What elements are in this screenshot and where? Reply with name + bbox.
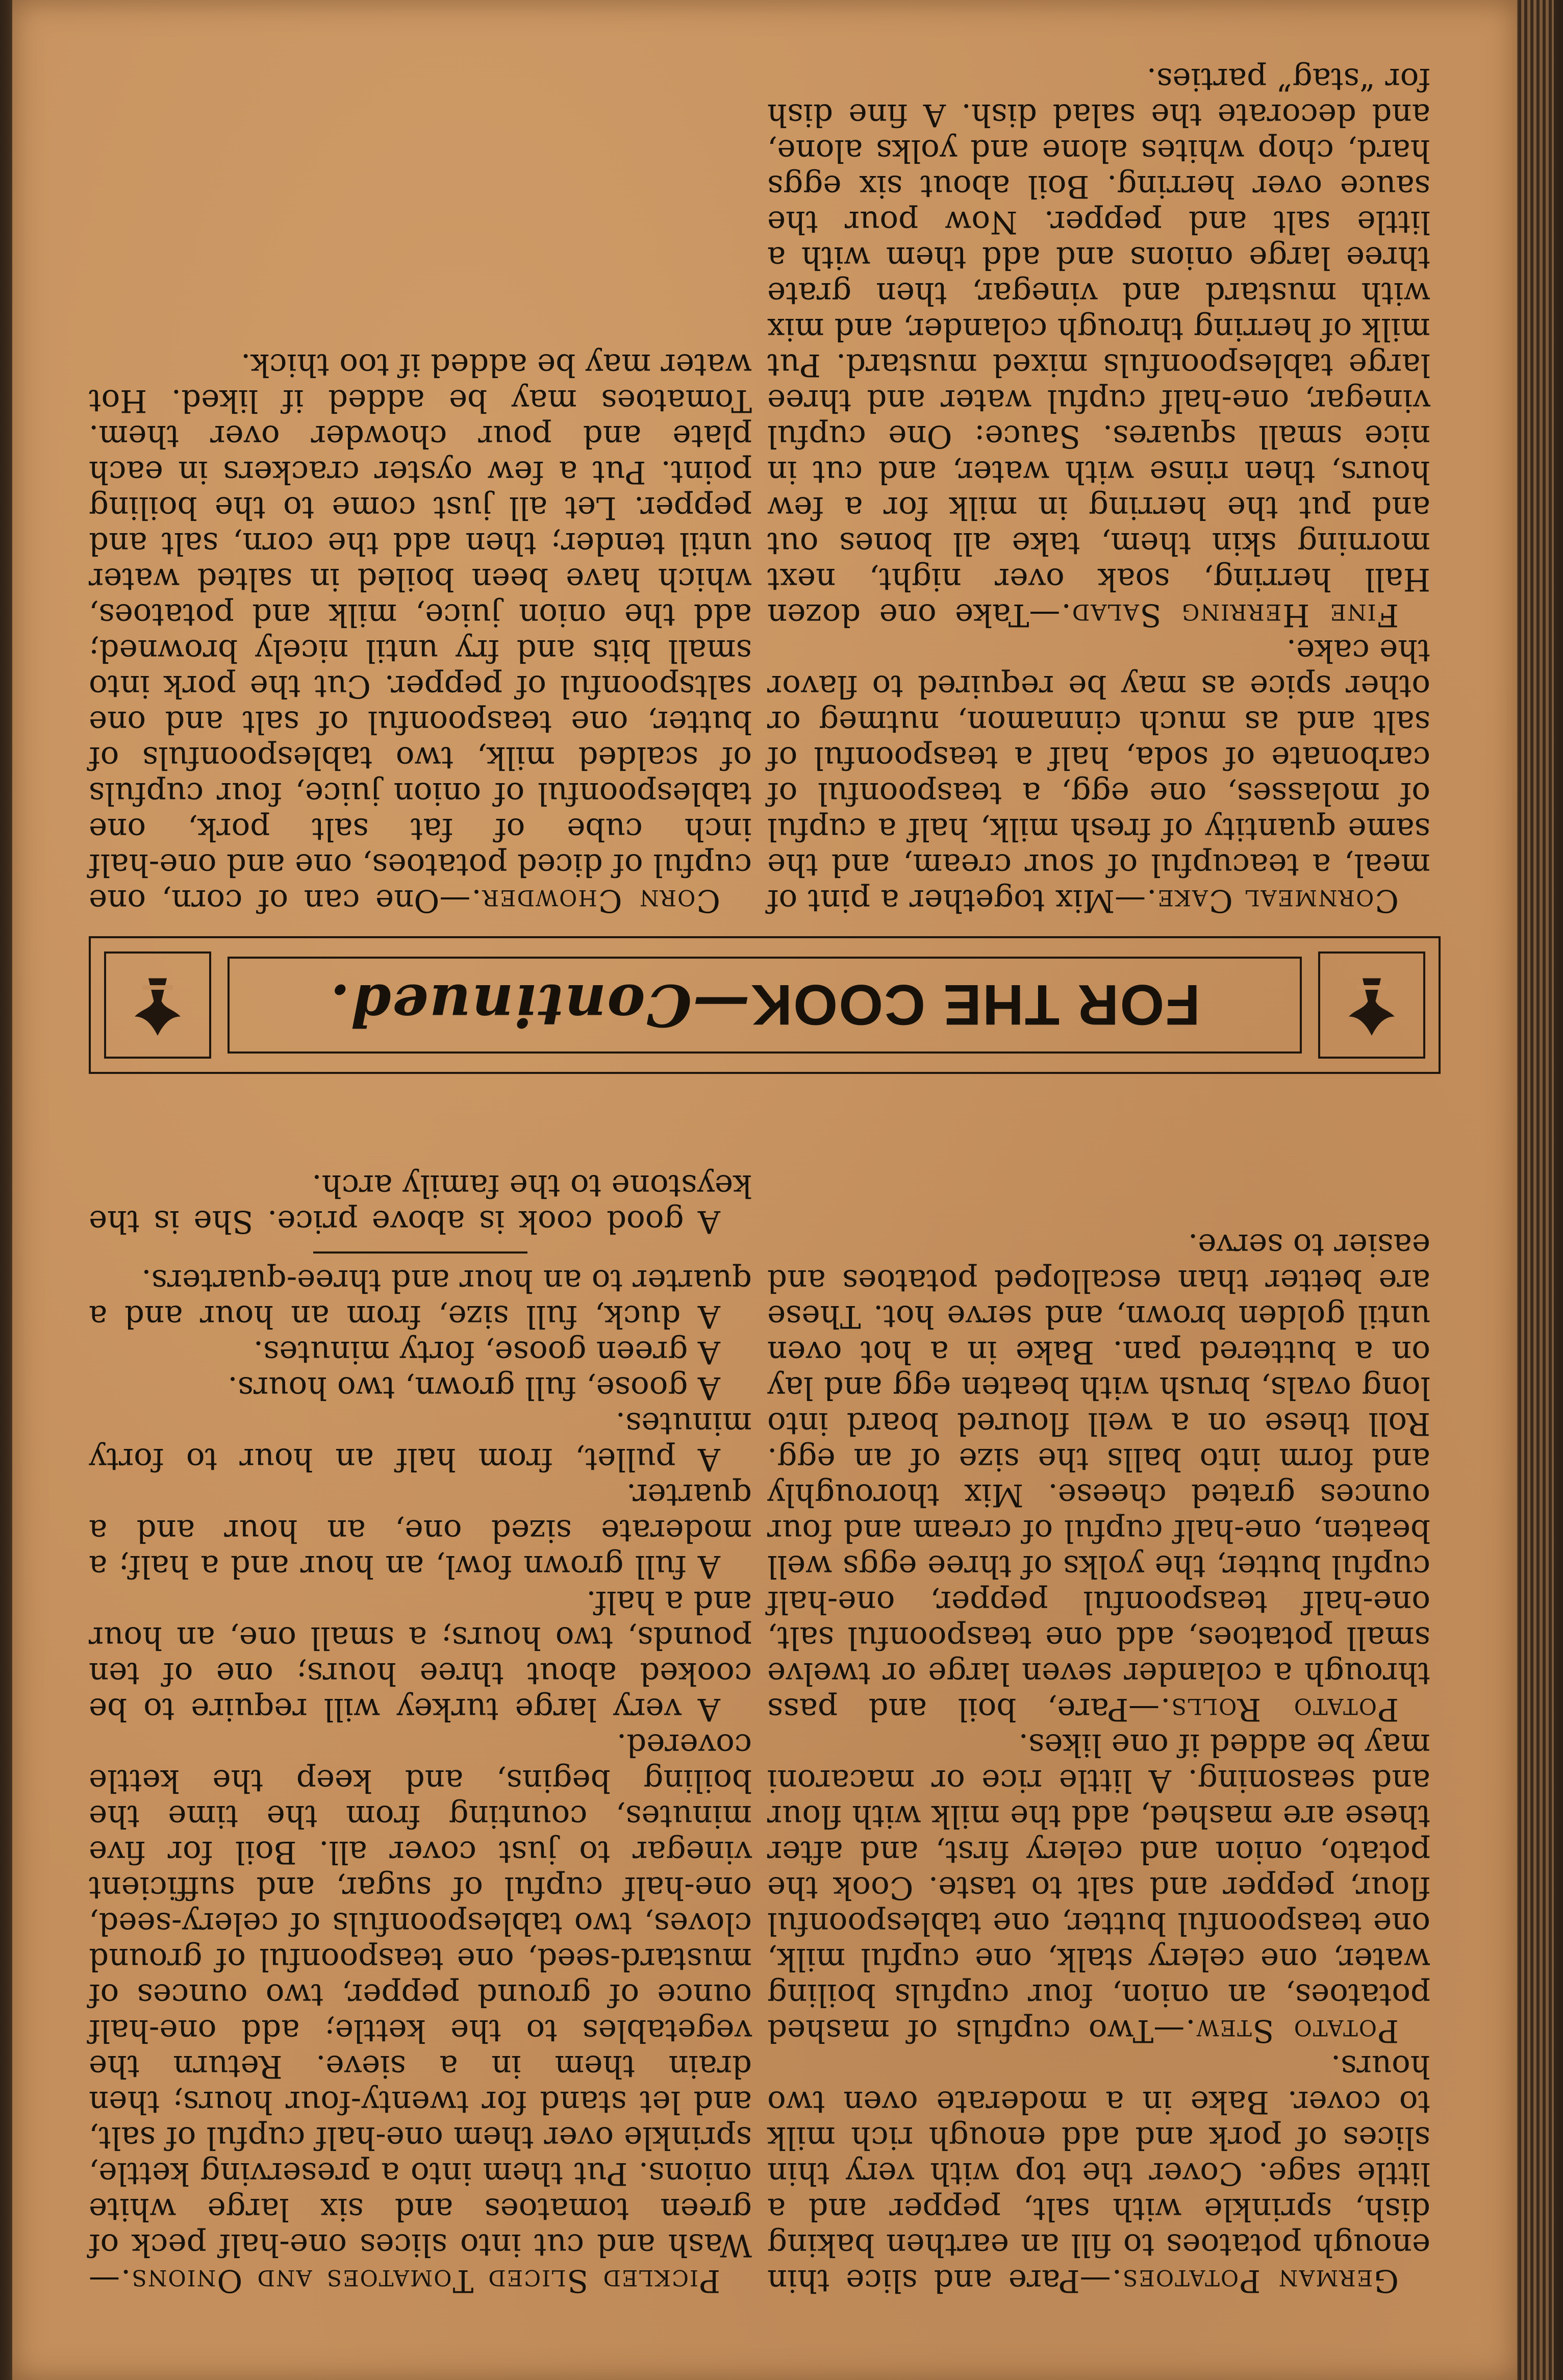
roasting-green-goose: A green goose, forty minutes. — [253, 1334, 720, 1370]
header-banner — [89, 936, 1441, 1074]
page-edge — [1518, 0, 1554, 2380]
recipe-title: Corn Chowder. — [470, 883, 720, 919]
fleur-icon — [119, 967, 196, 1043]
recipe-body: —Mix together a pint of meal, a teacupful of sour cream, and the same quantity of fresh milk, half a cupful of molasses, one egg, a teaspoonful of carbonate of soda, half a teaspoonful of salt and as much cinnamon, nutmeg or other spice as may be required to flavor the cake. — [767, 633, 1430, 919]
recipe-body: —Take one dozen Hall herring, soak over night, next morning skin them, take all bones out and put the herring in milk for a few hours, then rinse with water, and cut in nice small squares. Sauce: One cupful vinegar, one-half cupful water and three large tablespoonfuls mixed mustard. Put milk of herring through colander, and mix with mustard and vinegar, then grate three large onions and add them with a little salt and pepper. Now pour the sauce over herring. Boil about six eggs hard, chop whites alone and yolks alone, and decorate the salad dish. A fine dish for “stag” parties. — [767, 61, 1430, 633]
recipe-title: Cornmeal Cake. — [1146, 883, 1399, 919]
column-left-upper — [767, 1084, 1430, 2298]
recipe-title: Fine Herring Salad. — [1060, 597, 1399, 633]
recipe-german-potatoes — [767, 2048, 1430, 2298]
divider-rule — [313, 1251, 527, 1254]
left-ornament — [1318, 951, 1425, 1059]
column-right-upper — [89, 1084, 752, 2298]
title-continued: —Continued. — [329, 971, 750, 1039]
recipe-body: —One can of corn, one cupful of diced potatoes, one and one-half inch cube of fat salt pork, one tablespoonful of onion juice, four cupfuls of scalded milk, two tablespoonfuls of butter, one teaspoonful of salt and one saltspoonful of pepper. Cut the pork into small bits and fry until nicely browned; add the onion juice, milk and potatoes, which have been boiled in salted water until tender; then add the corn, salt and pepper. Let all just come to the boiling point. Put a few oyster crackers in each plate and pour chowder over them. Tomatoes may be added if liked. Hot water may be added if too thick. — [89, 347, 752, 919]
right-ornament — [104, 951, 211, 1059]
recipe-potato-rolls — [767, 1227, 1430, 1727]
roasting-pullet: A pullet, from half an hour to forty minutes. — [89, 1406, 752, 1477]
recipe-title: German Potatoes. — [1111, 2263, 1399, 2299]
page-title — [228, 957, 1302, 1054]
closing-quote: A good cook is above price. She is the keystone to the family arch. — [89, 1168, 752, 1240]
recipe-body: —Two cupfuls of mashed potatoes, an onion, four cupfuls boiling water, one celery stalk, one cupful milk, one teaspoonful butter, one tablespoonful flour, pepper and salt to taste. Cook the potato, onion and celery first, and after these are mashed, add the milk with flour and seasoning. A little rice or macaroni may be added if one likes. — [767, 1727, 1430, 2049]
recipe-title: Potato Rolls. — [1159, 1691, 1399, 1727]
recipe-body: —Pare, boil and pass through a colander seven large or twelve small potatoes, add one teaspoonful salt, one-half teaspoonful pepper, one-half cupful butter, the yolks of three eggs well beaten, one-half cupful of cream and four ounces grated cheese. Mix thoroughly and form into balls the size of an egg. Roll these on a well floured board into long ovals, brush with beaten egg and lay on a buttered pan. Bake in a hot oven until golden brown, and serve hot. These are better than escalloped potatoes and easier to serve. — [767, 1227, 1430, 1727]
roasting-fowl: A full grown fowl, an hour and a half; a moderate sized one, an hour and a quarter. — [89, 1477, 752, 1585]
recipe-pickled-tomatoes — [89, 1727, 752, 2298]
roasting-duck: A duck, full size, from an hour and a quarter to an hour and three-quarters. — [89, 1263, 752, 1335]
recipe-body: —Pare and slice thin enough potatoes to fill an earthen baking dish, sprinkle with salt, pepper and a little sage. Cover the top with very thin slices of pork and add enough rich milk to cover. Bake in a moderate oven two hours. — [767, 2048, 1430, 2299]
recipe-cornmeal-cake — [767, 633, 1430, 918]
recipe-body: —Wash and cut into slices one-half peck of green tomatoes and six large white onions. Put them into a preserving kettle, sprinkle over them one-half cupful of salt, and let stand for twenty-four hours; then drain them in a sieve. Return the vegetables to the kettle; add one-half ounce of ground pepper, two ounces of mustard-seed, one teaspoonful of ground cloves, two tablespoonfuls of celery-seed, one-half cupful of sugar, and sufficient vinegar to just cover all. Boil for five minutes, counting from the time the boiling begins, and keep the kettle covered. — [89, 1727, 752, 2299]
recipe-title: Potato Stew. — [1184, 2013, 1399, 2049]
column-left-lower — [767, 61, 1430, 919]
column-right-lower — [89, 92, 752, 918]
recipe-corn-chowder — [89, 347, 752, 918]
printed-page-upside-down — [12, 0, 1517, 2380]
recipe-herring-salad — [767, 61, 1430, 633]
roasting-turkey: A very large turkey will require to be cooked about three hours; one of ten pounds, two hours; a small one, an hour and a half. — [89, 1584, 752, 1727]
recipe-title: Pickled Sliced Tomatoes and Onions. — [120, 2263, 720, 2299]
roasting-goose: A goose, full grown, two hours. — [228, 1370, 720, 1406]
fleur-icon — [1333, 967, 1410, 1043]
recipe-potato-stew — [767, 1727, 1430, 2048]
title-text: FOR THE COOK — [750, 973, 1200, 1037]
